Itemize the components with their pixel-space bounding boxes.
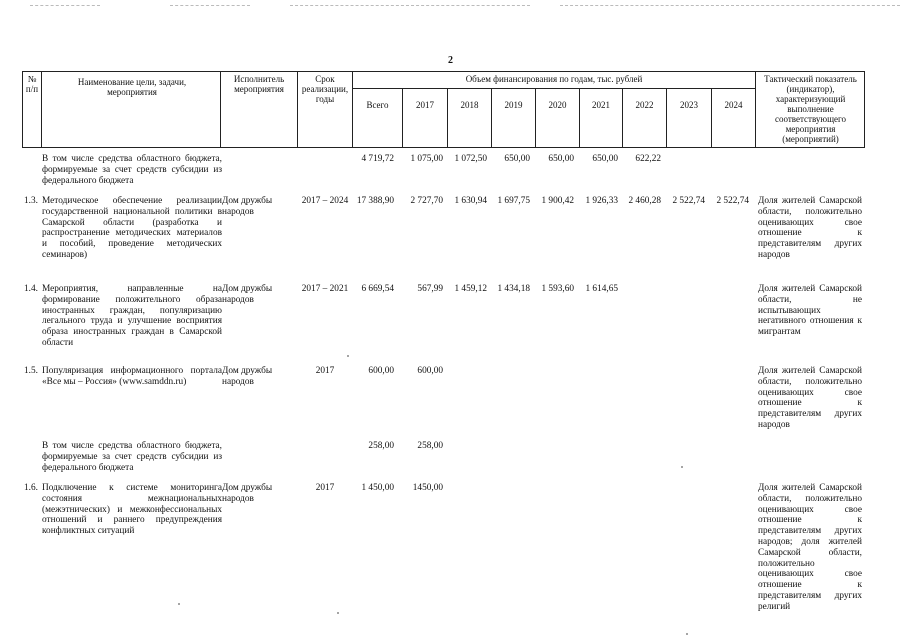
header-name: Наименование цели, задачи, мероприятия — [77, 77, 187, 97]
scan-speck — [681, 466, 683, 468]
row-value-2018: 1 072,50 — [454, 154, 487, 164]
row-name: Подключение к системе мониторинга состояния межнациональных (межэтнических) и межконфессиональных отношений и раннего предупреждения конфликтных ситуаций — [42, 483, 222, 537]
row-number: 1.5. — [24, 366, 38, 376]
row-number: 1.4. — [24, 284, 38, 294]
row-term: 2017 — [315, 366, 335, 376]
row-value-2019: 650,00 — [504, 154, 530, 164]
header-year-2019: 2019 — [504, 100, 523, 110]
header-year-2021: 2021 — [592, 100, 610, 110]
row-value-2021: 1 614,65 — [585, 284, 618, 294]
table-header — [22, 71, 865, 148]
header-year-2018: 2018 — [460, 100, 479, 110]
row-value-2020: 1 900,42 — [541, 196, 574, 206]
row-name: Популяризация информационного портала «Все мы – Россия» (www.samddn.ru) — [42, 366, 222, 387]
row-value-2020: 1 593,60 — [541, 284, 574, 294]
row-name: Методическое обеспечение реализации государственной национальной политики в Самарской области (разработка и распространение методических материалов и пособий, проведение методических семинаров) — [42, 196, 222, 260]
row-value-2022: 2 460,28 — [628, 196, 661, 206]
row-term: 2017 – 2024 — [301, 196, 349, 206]
header-executor: Исполнитель мероприятия — [233, 74, 285, 94]
scan-speck — [337, 612, 339, 614]
row-value-2018: 1 630,94 — [454, 196, 487, 206]
scan-speck — [686, 633, 688, 635]
header-year-2024: 2024 — [724, 100, 743, 110]
header-total: Всего — [366, 100, 389, 110]
row-indicator: Доля жителей Самарской области, не испытывающих негативного отношения к мигрантам — [758, 284, 862, 338]
row-indicator: Доля жителей Самарской области, положительно оценивающих свое отношение к представителям других народов — [758, 366, 862, 430]
row-value-2022: 622,22 — [635, 154, 661, 164]
row-total: 4 719,72 — [361, 154, 394, 164]
header-num: № п/п — [25, 74, 39, 94]
row-total: 6 669,54 — [361, 284, 394, 294]
row-value-2017: 1 075,00 — [410, 154, 443, 164]
row-value-2019: 1 697,75 — [497, 196, 530, 206]
row-value-2017: 567,99 — [417, 284, 443, 294]
header-year-2023: 2023 — [680, 100, 698, 110]
header-year-2020: 2020 — [548, 100, 567, 110]
row-value-2017: 600,00 — [417, 366, 443, 376]
header-year-2017: 2017 — [416, 100, 434, 110]
header-term: Срок реализации, годы — [301, 74, 349, 104]
row-name: В том числе средства областного бюджета, формируемые за счет средств субсидии из федерального бюджета — [42, 441, 222, 473]
row-name: В том числе средства областного бюджета, формируемые за счет средств субсидии из федерального бюджета — [42, 154, 222, 186]
row-indicator: Доля жителей Самарской области, положительно оценивающих свое отношение к представителям других народов; доля жителей Самарской области, положительно оценивающих свое отношение к представителям других религий — [758, 483, 862, 612]
row-indicator: Доля жителей Самарской области, положительно оценивающих свое отношение к представителям других народов — [758, 196, 862, 260]
row-total: 600,00 — [368, 366, 394, 376]
scan-speck — [178, 603, 180, 605]
row-total: 1 450,00 — [361, 483, 394, 493]
row-value-2024: 2 522,74 — [716, 196, 749, 206]
row-value-2017: 258,00 — [417, 441, 443, 451]
row-number: 1.6. — [24, 483, 38, 493]
row-value-2017: 2 727,70 — [410, 196, 443, 206]
page-number: 2 — [448, 55, 453, 66]
row-number: 1.3. — [24, 196, 38, 206]
row-total: 258,00 — [368, 441, 394, 451]
row-term: 2017 — [315, 483, 335, 493]
row-value-2019: 1 434,18 — [497, 284, 530, 294]
header-financing: Объем финансирования по годам, тыс. рублей — [465, 74, 643, 84]
row-executor: Дом дружбы народов — [222, 366, 273, 387]
scan-top-edge — [0, 0, 905, 8]
row-executor: Дом дружбы народов — [222, 196, 273, 217]
row-value-2021: 650,00 — [592, 154, 618, 164]
row-executor: Дом дружбы народов — [222, 284, 273, 305]
row-value-2023: 2 522,74 — [672, 196, 705, 206]
scan-speck — [347, 355, 349, 357]
row-name: Мероприятия, направленные на формирование положительного образа иностранных граждан, популяризацию легального труда и улучшение восприятия образа иностранных граждан в Самарской области — [42, 284, 222, 348]
row-value-2017: 1450,00 — [412, 483, 443, 493]
header-indicator: Тактический показатель (индикатор), характеризующий выполнение соответствующего мероприятия (мероприятий) — [764, 74, 857, 144]
row-value-2018: 1 459,12 — [454, 284, 487, 294]
row-total: 17 388,90 — [356, 196, 394, 206]
header-year-2022: 2022 — [635, 100, 654, 110]
row-value-2020: 650,00 — [548, 154, 574, 164]
row-term: 2017 – 2021 — [301, 284, 349, 294]
row-value-2021: 1 926,33 — [585, 196, 618, 206]
row-executor: Дом дружбы народов — [222, 483, 273, 504]
